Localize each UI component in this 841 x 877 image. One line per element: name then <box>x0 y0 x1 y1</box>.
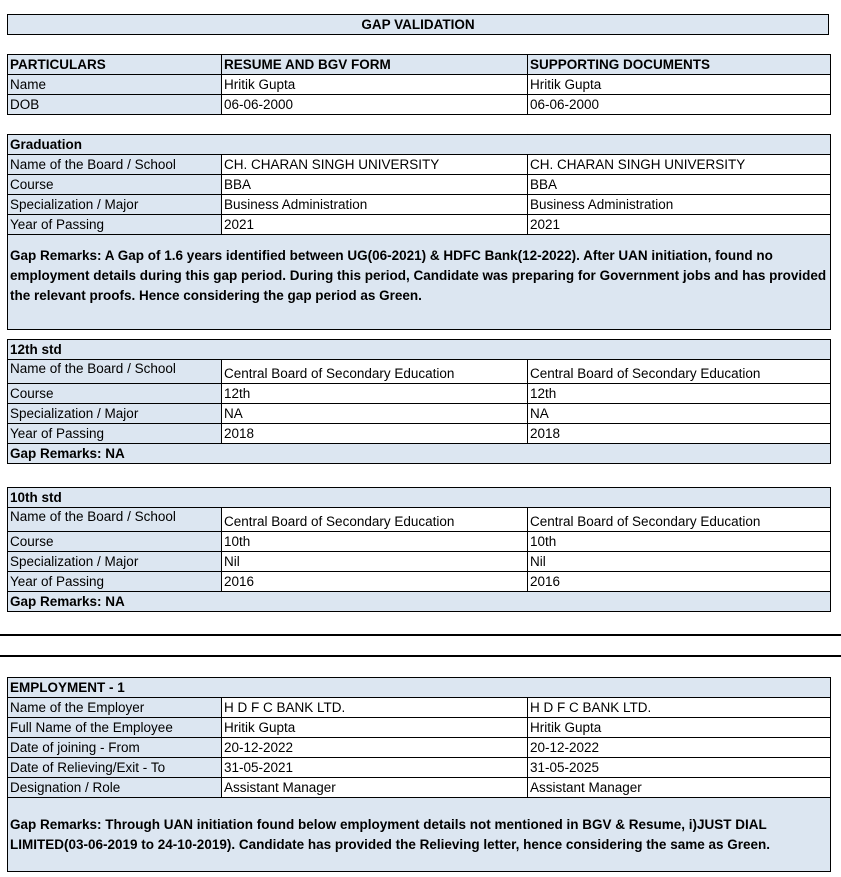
particulars-table <box>7 54 831 115</box>
docs-value: Assistant Manager <box>528 778 831 798</box>
docs-value: 20-12-2022 <box>528 738 831 758</box>
row-label: Full Name of the Employee <box>8 718 222 738</box>
table-row <box>8 175 831 195</box>
column-header-particulars: PARTICULARS <box>8 55 222 75</box>
row-label: Course <box>8 532 222 552</box>
row-label: Course <box>8 384 222 404</box>
row-label: Name of the Board / School <box>8 360 222 384</box>
docs-value: 2016 <box>528 572 831 592</box>
docs-value: Central Board of Secondary Education <box>528 508 831 532</box>
resume-value: 20-12-2022 <box>222 738 528 758</box>
gap-remarks-employment-1: Gap Remarks: Through UAN initiation found below employment details not mentioned in BGV & Resume, i)JUST DIAL LIMITED(03-06-2019 to 24-10-2019). Candidate has provided the Relieving letter, hence considering the same as Green. <box>8 798 831 872</box>
resume-value: 2018 <box>222 424 528 444</box>
resume-value: 2021 <box>222 215 528 235</box>
table-row <box>8 404 831 424</box>
table-row <box>8 360 831 384</box>
docs-value: 06-06-2000 <box>528 95 831 115</box>
table-row <box>8 758 831 778</box>
table-row <box>8 778 831 798</box>
resume-value: 10th <box>222 532 528 552</box>
docs-value: H D F C BANK LTD. <box>528 698 831 718</box>
table-row <box>8 718 831 738</box>
gap-remarks-10th: Gap Remarks: NA <box>8 592 831 612</box>
resume-value: BBA <box>222 175 528 195</box>
resume-value: Nil <box>222 552 528 572</box>
row-label: Year of Passing <box>8 572 222 592</box>
column-header-supporting-docs: SUPPORTING DOCUMENTS <box>528 55 831 75</box>
table-row <box>8 424 831 444</box>
docs-value: BBA <box>528 175 831 195</box>
table-row <box>8 384 831 404</box>
table-row <box>8 572 831 592</box>
section-title-employment-1: EMPLOYMENT - 1 <box>8 678 831 698</box>
gap-remarks-graduation: Gap Remarks: A Gap of 1.6 years identified between UG(06-2021) & HDFC Bank(12-2022). After UAN initiation, found no employment details during this gap period. During this period, Candidate was preparing for Government jobs and has provided the relevant proofs. Hence considering the gap period as Green. <box>8 235 831 330</box>
docs-value: Hritik Gupta <box>528 75 831 95</box>
table-row <box>8 195 831 215</box>
row-label: Name of the Board / School <box>8 508 222 532</box>
row-label: DOB <box>8 95 222 115</box>
resume-value: Central Board of Secondary Education <box>222 360 528 384</box>
table-row <box>8 155 831 175</box>
docs-value: Central Board of Secondary Education <box>528 360 831 384</box>
row-label: Year of Passing <box>8 215 222 235</box>
table-row <box>8 95 831 115</box>
docs-value: Business Administration <box>528 195 831 215</box>
section-title-10th: 10th std <box>8 488 831 508</box>
graduation-table <box>7 134 831 330</box>
resume-value: Business Administration <box>222 195 528 215</box>
table-row <box>8 698 831 718</box>
docs-value: NA <box>528 404 831 424</box>
table-row <box>8 75 831 95</box>
resume-value: Central Board of Secondary Education <box>222 508 528 532</box>
table-row <box>8 508 831 532</box>
resume-value: 31-05-2021 <box>222 758 528 778</box>
docs-value: 10th <box>528 532 831 552</box>
table-row <box>8 552 831 572</box>
table-row <box>8 738 831 758</box>
row-label: Designation / Role <box>8 778 222 798</box>
row-label: Date of Relieving/Exit - To <box>8 758 222 778</box>
row-label: Specialization / Major <box>8 552 222 572</box>
table-row <box>8 215 831 235</box>
resume-value: CH. CHARAN SINGH UNIVERSITY <box>222 155 528 175</box>
std10-table <box>7 487 831 612</box>
page-title: GAP VALIDATION <box>7 14 829 35</box>
row-label: Year of Passing <box>8 424 222 444</box>
row-label: Name <box>8 75 222 95</box>
docs-value: 2021 <box>528 215 831 235</box>
docs-value: Hritik Gupta <box>528 718 831 738</box>
resume-value: NA <box>222 404 528 424</box>
gap-remarks-12th: Gap Remarks: NA <box>8 444 831 464</box>
divider-line <box>0 634 841 636</box>
section-title-12th: 12th std <box>8 340 831 360</box>
docs-value: Nil <box>528 552 831 572</box>
row-label: Course <box>8 175 222 195</box>
resume-value: 12th <box>222 384 528 404</box>
resume-value: Hritik Gupta <box>222 718 528 738</box>
row-label: Name of the Employer <box>8 698 222 718</box>
column-header-resume-bgv: RESUME AND BGV FORM <box>222 55 528 75</box>
docs-value: 12th <box>528 384 831 404</box>
resume-value: Hritik Gupta <box>222 75 528 95</box>
docs-value: CH. CHARAN SINGH UNIVERSITY <box>528 155 831 175</box>
table-header-row <box>8 55 831 75</box>
row-label: Name of the Board / School <box>8 155 222 175</box>
table-row <box>8 532 831 552</box>
resume-value: 06-06-2000 <box>222 95 528 115</box>
section-title-graduation: Graduation <box>8 135 831 155</box>
resume-value: H D F C BANK LTD. <box>222 698 528 718</box>
row-label: Specialization / Major <box>8 404 222 424</box>
docs-value: 2018 <box>528 424 831 444</box>
docs-value: 31-05-2025 <box>528 758 831 778</box>
resume-value: Assistant Manager <box>222 778 528 798</box>
employment-1-table <box>7 677 831 872</box>
row-label: Date of joining - From <box>8 738 222 758</box>
resume-value: 2016 <box>222 572 528 592</box>
row-label: Specialization / Major <box>8 195 222 215</box>
std12-table <box>7 339 831 464</box>
divider-line <box>0 655 841 657</box>
